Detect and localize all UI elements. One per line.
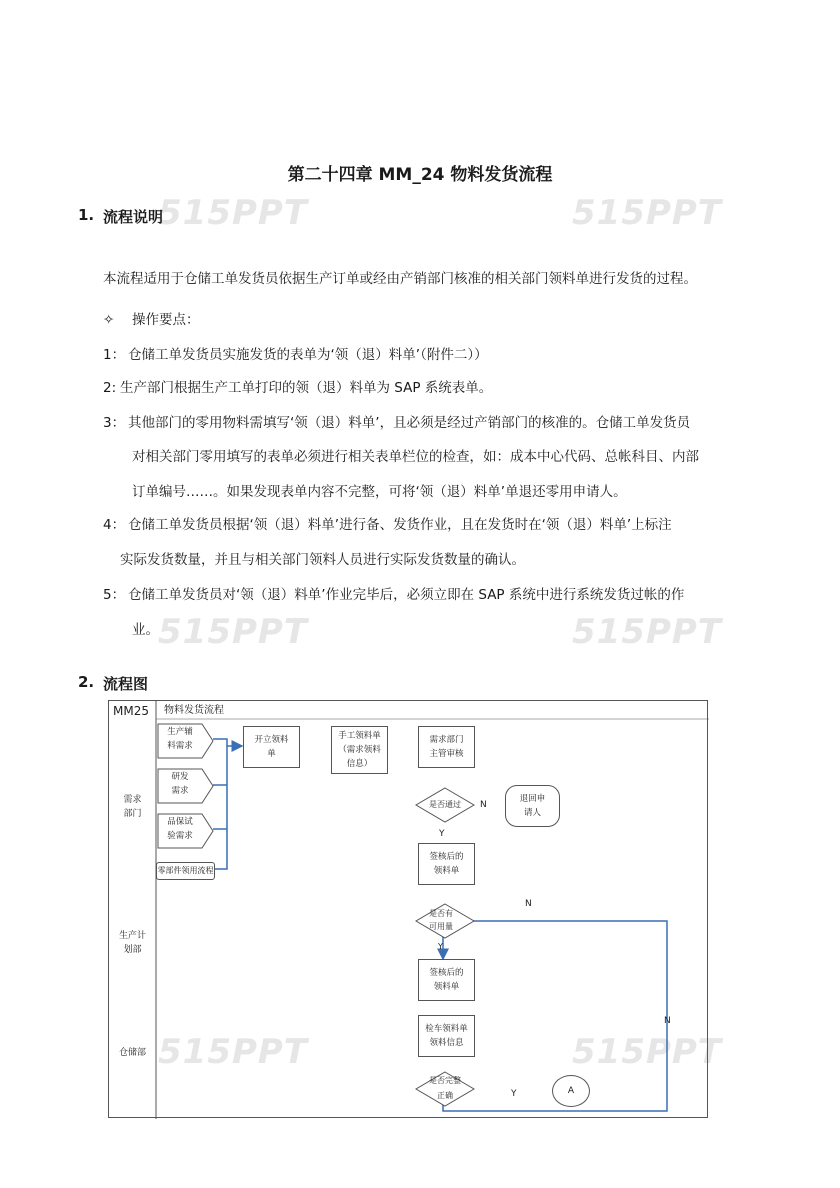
complete-label: 是否完整 正确 <box>429 1076 461 1100</box>
flow-code: MM25 <box>113 704 149 718</box>
item-number: 2: <box>103 380 117 396</box>
intro-paragraph: 本流程适用于仓储工单发货员依据生产订单或经由产销部门核准的相关部门领料单进行发货的过程。 <box>103 271 697 287</box>
page-title: 第二十四章 MM_24 物料发货流程 <box>287 165 553 185</box>
supervisor-box: 需求部门 主管审核 <box>418 726 475 768</box>
need-qa: 品保试 验需求 <box>167 817 193 841</box>
yes-label: Y <box>438 942 443 951</box>
section-heading: 流程说明 <box>103 208 164 226</box>
connector-a: A <box>552 1075 590 1107</box>
item-number: 1： <box>103 347 126 363</box>
watermark: 515PPT <box>572 1032 723 1072</box>
item-number: 3： <box>103 415 126 431</box>
item-number: 5： <box>103 587 126 603</box>
watermark: 515PPT <box>572 193 723 233</box>
watermark: 515PPT <box>158 612 309 652</box>
passed-label: 是否通过 <box>429 800 461 809</box>
yes-label: Y <box>511 1089 517 1099</box>
lane-label-demand: 需求 部门 <box>123 795 142 819</box>
item-text: 仓储工单发货员根据‘领（退）料单’进行备、发货作业，且在发货时在‘领（退）料单’上标注 <box>128 517 672 533</box>
lane-label-warehouse: 仓储部 <box>118 1048 146 1058</box>
item-text: 仓储工单发货员实施发货的表单为‘领（退）料单’（附件二）） <box>128 347 488 363</box>
need-rd: 研发 需求 <box>171 772 189 796</box>
item-text: 实际发货数量，并且与相关部门领料人员进行实际发货数量的确认。 <box>120 552 525 568</box>
item-text: 业。 <box>132 622 159 638</box>
section-number: 2. <box>78 673 95 691</box>
watermark: 515PPT <box>158 193 309 233</box>
ops-label: 操作要点： <box>132 312 200 328</box>
no-label: N <box>480 800 487 810</box>
signed-slip-box: 签核后的 领料单 <box>418 843 475 885</box>
manual-slip-box: 手工领料单 （需求领料 信息） <box>331 726 388 774</box>
need-aux: 生产辅 料需求 <box>167 727 193 751</box>
flow-name: 物料发货流程 <box>164 705 224 716</box>
return-box: 退回申 请人 <box>505 785 560 827</box>
item-text: 对相关部门零用填写的表单必须进行相关表单栏位的检查，如：成本中心代码、总帐科目、内部 <box>132 449 699 465</box>
item-text: 订单编号……。如果发现表单内容不完整，可将‘领（退）料单’单退还零用申请人。 <box>132 484 627 500</box>
available-label: 是否有 可用量 <box>429 909 453 931</box>
check-slip-box: 检车领料单 领料信息 <box>418 1015 475 1057</box>
flowchart <box>108 700 708 1118</box>
item-text: 其他部门的零用物料需填写‘领（退）料单’，且必须是经过产销部门的核准的。仓储工单发货员 <box>128 415 691 431</box>
watermark: 515PPT <box>158 1032 309 1072</box>
lane-label-planning: 生产计 划部 <box>118 931 146 955</box>
bullet-icon: ✧ <box>103 312 115 328</box>
section-number: 1. <box>78 206 95 224</box>
no-label: N <box>664 1016 671 1026</box>
watermark: 515PPT <box>572 612 723 652</box>
signed-slip-box: 签核后的 领料单 <box>418 959 475 1001</box>
item-text: 生产部门根据生产工单打印的领（退）料单为 SAP 系统表单。 <box>120 380 493 396</box>
no-label: N <box>525 899 532 909</box>
item-number: 4： <box>103 517 126 533</box>
parts-flow-box: 零部件领用流程 <box>156 862 215 880</box>
open-slip-box: 开立领料 单 <box>243 726 300 768</box>
yes-label: Y <box>439 829 445 839</box>
section-heading: 流程图 <box>103 675 149 693</box>
item-text: 仓储工单发货员对‘领（退）料单’作业完毕后，必须立即在 SAP 系统中进行系统发货过帐的作 <box>128 587 685 603</box>
